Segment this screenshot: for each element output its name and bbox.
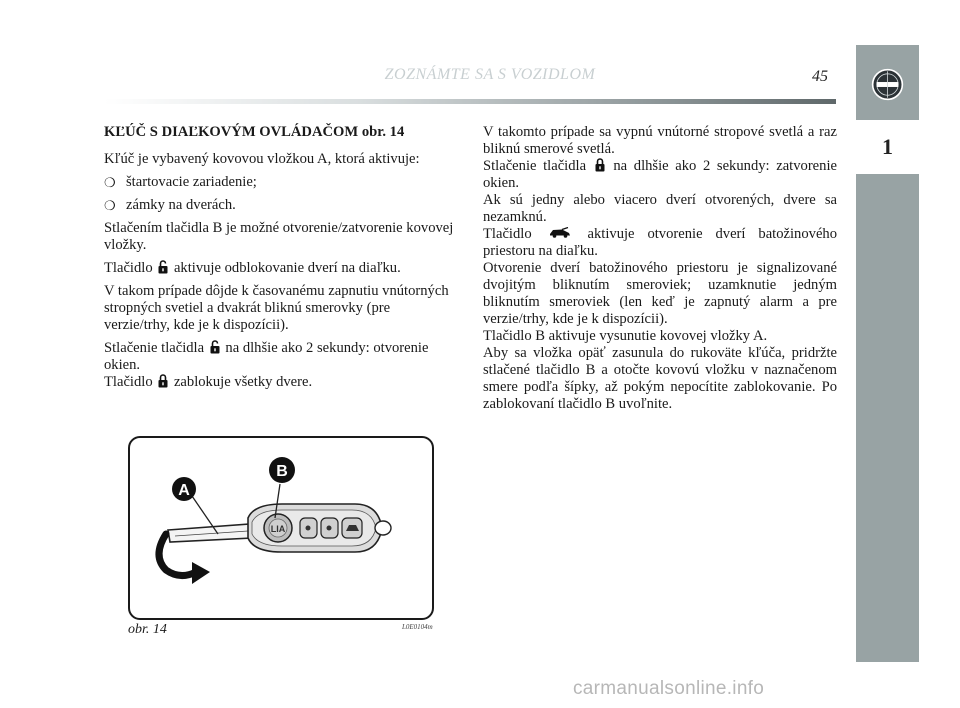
page-number: 45 xyxy=(812,68,828,85)
paragraph: Aby sa vložka opäť zasunula do rukoväte kľúča, pridržte stlačené tlačidlo B a otočte kovovú vložku v naznačenom smere podľa šípky, až pokým nepocítite zablokovanie. Po zablokovaní tlačidlo B uvoľnite. xyxy=(483,345,837,412)
lock-icon xyxy=(595,158,605,172)
paragraph-text: zablokuje všetky dvere. xyxy=(173,374,313,390)
paragraph: V takomto prípade sa vypnú vnútorné stropové svetlá a raz bliknú smerové svetlá. xyxy=(483,124,837,157)
right-column xyxy=(483,124,837,413)
bullet-text: štartovacie zariadenie; xyxy=(126,174,257,190)
paragraph: Tlačidlo B aktivuje vysunutie kovovej vložky A. xyxy=(483,328,768,344)
label-a: A xyxy=(178,482,190,499)
watermark: carmanualsonline.info xyxy=(573,678,765,699)
paragraph-text: na dlhšie ako 2 sekundy: zatvorenie okien. xyxy=(483,158,837,191)
paragraph-text: aktivuje otvorenie dverí batožinového priestoru na diaľku. xyxy=(483,226,838,259)
paragraph xyxy=(104,260,456,277)
bullet-item xyxy=(104,174,456,191)
figure-frame xyxy=(128,436,434,620)
unlock-icon xyxy=(210,340,220,354)
paragraph-text: na dlhšie ako 2 sekundy: otvorenie okien. xyxy=(104,340,429,373)
key-illustration xyxy=(130,438,432,618)
paragraph-text: Tlačidlo xyxy=(483,226,532,242)
header-rule xyxy=(104,99,836,104)
paragraph-text: Tlačidlo xyxy=(104,374,153,390)
key-blade xyxy=(168,524,252,542)
paragraph-text: aktivuje odblokovanie dverí na diaľku. xyxy=(173,260,401,276)
paragraph xyxy=(483,158,837,192)
paragraph-text: Stlačenie tlačidla xyxy=(483,158,587,174)
intro-paragraph: Kľúč je vybavený kovovou vložkou A, ktorá aktivuje: xyxy=(104,151,420,167)
paragraph: Ak sú jedny alebo viacero dverí otvorených, dvere sa nezamknú. xyxy=(483,192,837,225)
paragraph: Otvorenie dverí batožinového priestoru je signalizované dvojitým bliknutím smeroviek; uzamknutie jedným bliknutím smeroviek (len keď je zapnutý alarm a pre verzie/trhy, kde je k dispozícii). xyxy=(483,260,837,327)
paragraph xyxy=(104,340,456,391)
lock-icon xyxy=(158,374,168,388)
bullet-text: zámky na dverách. xyxy=(126,197,236,213)
chapter-number: 1 xyxy=(856,120,919,174)
paragraph: V takom prípade dôjde k časovanému zapnutiu vnútorných stropných svetiel a dvakrát bliknú smerovky (pre verzie/trhy, kde je k dispozícii). xyxy=(104,283,449,333)
trunk-icon xyxy=(549,227,571,238)
label-b: B xyxy=(276,463,288,480)
figure-caption: obr. 14 xyxy=(128,622,167,637)
svg-text:LIA: LIA xyxy=(270,524,286,534)
paragraph-text: Stlačenie tlačidla xyxy=(104,340,205,356)
lancia-logo-icon xyxy=(871,68,904,101)
left-column xyxy=(104,124,456,397)
page-header-title: ZOZNÁMTE SA S VOZIDLOM xyxy=(384,66,596,83)
section-heading: KĽÚČ S DIAĽKOVÝM OVLÁDAČOM obr. 14 xyxy=(104,124,405,140)
bullet-item xyxy=(104,197,456,214)
unlock-icon xyxy=(158,260,168,274)
paragraph: Stlačením tlačidla B je možné otvorenie/zatvorenie kovovej vložky. xyxy=(104,220,454,253)
paragraph-text: Tlačidlo xyxy=(104,260,153,276)
paragraph xyxy=(483,226,837,260)
bullet-mark: ❍ xyxy=(104,198,116,213)
figure-code: L0E0104m xyxy=(402,623,433,631)
bullet-mark: ❍ xyxy=(104,175,116,190)
